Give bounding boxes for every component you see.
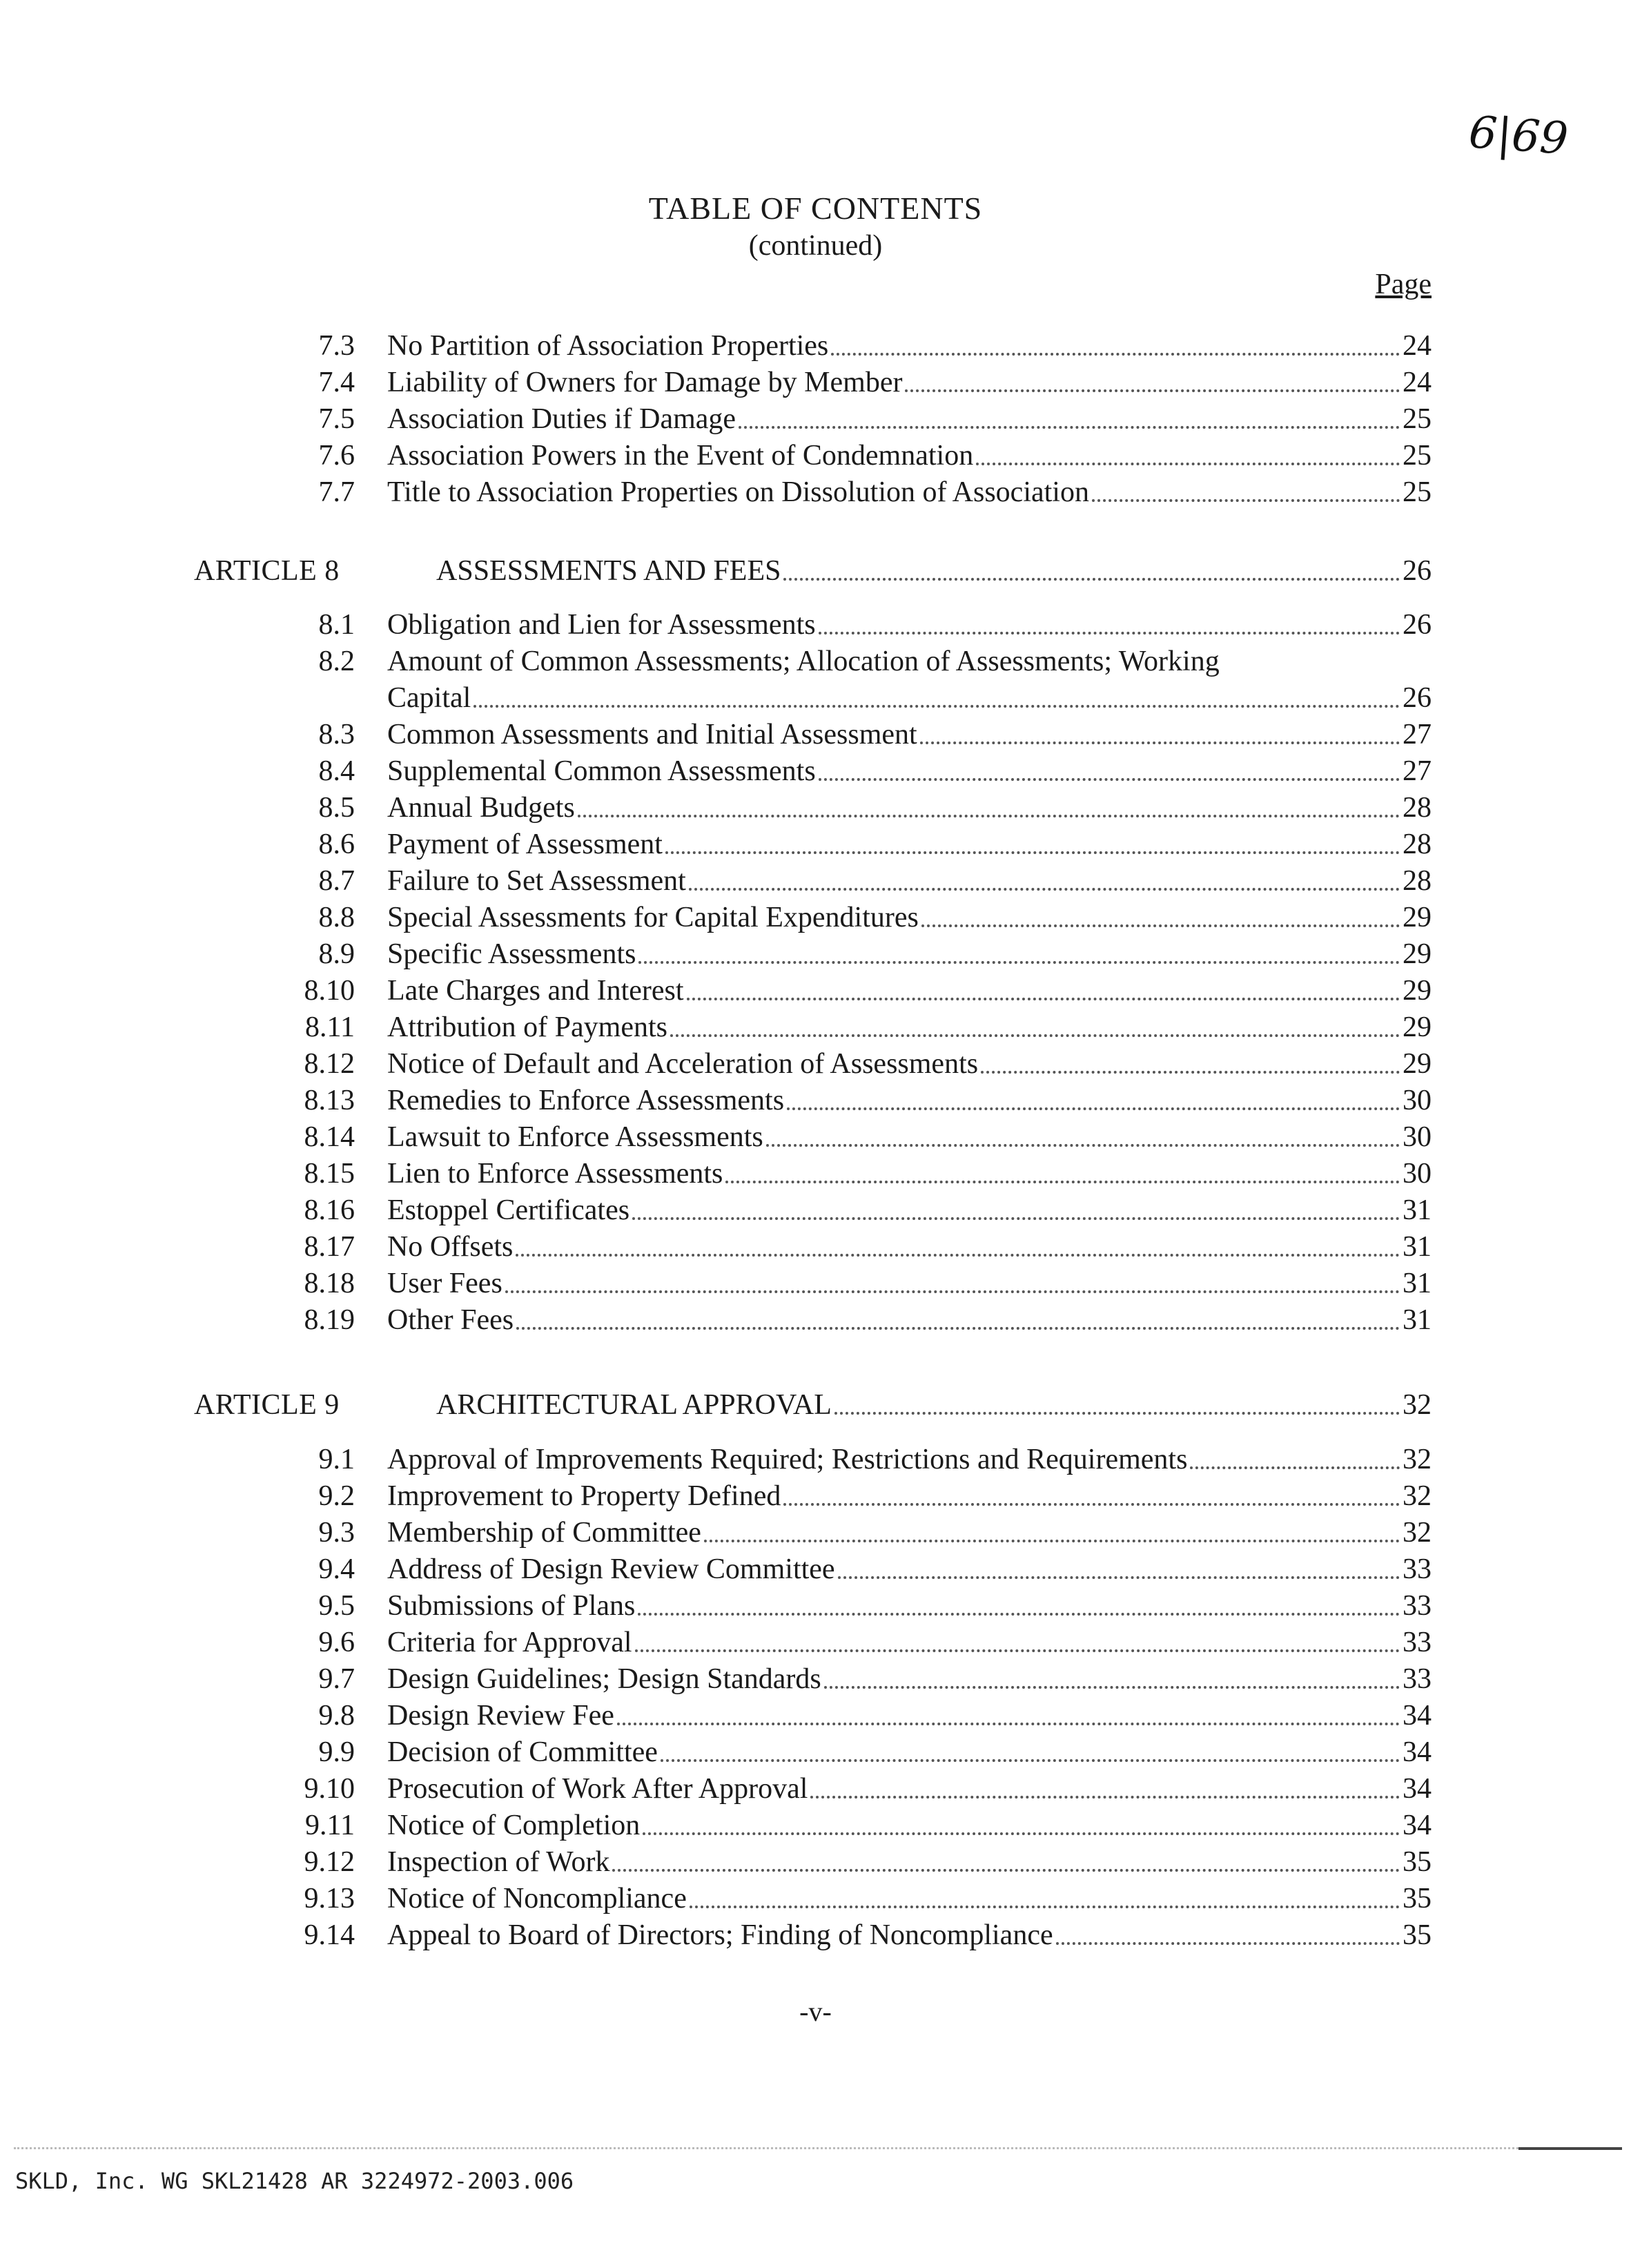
dot-leader xyxy=(473,705,1400,708)
dot-leader xyxy=(831,353,1400,356)
toc-entry xyxy=(0,1514,1631,1551)
section-page: 34 xyxy=(1403,1736,1432,1768)
section-page: 26 xyxy=(1403,682,1432,714)
section-number: 8.2 xyxy=(318,646,355,677)
section-title: Approval of Improvements Required; Restrictions and Requirements xyxy=(387,1444,1188,1475)
section-title: Other Fees xyxy=(387,1304,514,1336)
dot-leader xyxy=(638,961,1400,964)
toc-entry xyxy=(0,1697,1631,1734)
toc-entry-continued xyxy=(0,679,1631,717)
dot-leader xyxy=(516,1327,1400,1330)
section-title: Inspection of Work xyxy=(387,1846,610,1878)
toc-article-heading xyxy=(0,1386,1631,1424)
section-number: 8.7 xyxy=(318,865,355,897)
section-number: 8.11 xyxy=(305,1011,355,1043)
section-page: 25 xyxy=(1403,403,1432,435)
section-page: 34 xyxy=(1403,1773,1432,1805)
toc-entry xyxy=(0,327,1631,365)
toc-entry xyxy=(0,753,1631,790)
section-title: Improvement to Property Defined xyxy=(387,1480,781,1512)
section-number: 7.3 xyxy=(318,330,355,362)
section-title: Failure to Set Assessment xyxy=(387,865,686,897)
section-title: Annual Budgets xyxy=(387,792,575,824)
dot-leader xyxy=(665,851,1400,854)
section-page: 33 xyxy=(1403,1627,1432,1658)
section-page: 27 xyxy=(1403,719,1432,750)
section-page: 32 xyxy=(1403,1517,1432,1549)
section-number: 8.9 xyxy=(318,938,355,970)
dot-leader xyxy=(516,1254,1400,1257)
section-number: 8.1 xyxy=(318,609,355,641)
section-page: 29 xyxy=(1403,1048,1432,1080)
section-number: 8.15 xyxy=(304,1158,355,1190)
section-title: Title to Association Properties on Dissolution of Association xyxy=(387,476,1089,508)
section-title: Liability of Owners for Damage by Member xyxy=(387,367,903,398)
section-title: Submissions of Plans xyxy=(387,1590,636,1622)
section-number: 9.14 xyxy=(304,1919,355,1951)
toc-entry xyxy=(0,1155,1631,1192)
section-title: Supplemental Common Assessments xyxy=(387,755,816,787)
section-page: 35 xyxy=(1403,1919,1432,1951)
toc-entry xyxy=(0,1009,1631,1046)
section-number: 8.12 xyxy=(304,1048,355,1080)
section-page: 26 xyxy=(1403,609,1432,641)
dot-leader xyxy=(810,1796,1400,1799)
handwritten-page-note: 6|69 xyxy=(1467,107,1570,165)
toc-entry xyxy=(0,1228,1631,1266)
section-number: 9.4 xyxy=(318,1553,355,1585)
toc-entry xyxy=(0,789,1631,826)
section-page: 32 xyxy=(1403,1480,1432,1512)
section-page: 33 xyxy=(1403,1590,1432,1622)
section-page: 35 xyxy=(1403,1883,1432,1915)
section-title: Design Guidelines; Design Standards xyxy=(387,1663,821,1695)
section-page: 27 xyxy=(1403,755,1432,787)
section-title: Notice of Default and Acceleration of Assessments xyxy=(387,1048,979,1080)
dot-leader xyxy=(505,1290,1400,1293)
dot-leader xyxy=(690,1906,1400,1908)
scan-artifact-line xyxy=(14,2147,1617,2149)
toc-entry xyxy=(0,1301,1631,1339)
section-title: User Fees xyxy=(387,1268,502,1299)
section-page: 34 xyxy=(1403,1700,1432,1732)
dot-leader xyxy=(819,632,1400,634)
toc-entry xyxy=(0,1660,1631,1698)
toc-entry xyxy=(0,936,1631,973)
toc-entry xyxy=(0,1441,1631,1478)
dot-leader xyxy=(920,742,1400,744)
dot-leader xyxy=(704,1540,1400,1542)
section-page: 24 xyxy=(1403,330,1432,362)
section-number: 9.9 xyxy=(318,1736,355,1768)
section-title-line: Amount of Common Assessments; Allocation of Assessments; Working xyxy=(387,646,1220,677)
section-page: 32 xyxy=(1403,1444,1432,1475)
toc-entry xyxy=(0,972,1631,1009)
section-page: 24 xyxy=(1403,367,1432,398)
section-number: 9.8 xyxy=(318,1700,355,1732)
section-number: 8.13 xyxy=(304,1085,355,1116)
page-number: -v- xyxy=(799,1996,832,2027)
section-page: 28 xyxy=(1403,828,1432,860)
section-page: 29 xyxy=(1403,975,1432,1007)
dot-leader xyxy=(689,888,1400,891)
toc-entry xyxy=(0,1587,1631,1625)
toc-entry xyxy=(0,1807,1631,1844)
section-page: 34 xyxy=(1403,1810,1432,1841)
dot-leader xyxy=(643,1832,1400,1835)
section-number: 9.12 xyxy=(304,1846,355,1878)
section-title: Decision of Committee xyxy=(387,1736,658,1768)
section-title-line: Capital xyxy=(387,682,471,714)
section-title: Estoppel Certificates xyxy=(387,1194,630,1226)
section-number: 8.6 xyxy=(318,828,355,860)
article-title: ARCHITECTURAL APPROVAL xyxy=(436,1389,832,1421)
section-title: Membership of Committee xyxy=(387,1517,701,1549)
section-page: 30 xyxy=(1403,1158,1432,1190)
page-subtitle: (continued) xyxy=(748,230,883,262)
toc-entry xyxy=(0,1734,1631,1771)
section-page: 29 xyxy=(1403,902,1432,933)
section-number: 9.1 xyxy=(318,1444,355,1475)
dot-leader xyxy=(905,389,1400,392)
article-page: 26 xyxy=(1403,555,1432,587)
section-number: 9.2 xyxy=(318,1480,355,1512)
section-number: 9.10 xyxy=(304,1773,355,1805)
toc-entry xyxy=(0,364,1631,401)
section-title: Lien to Enforce Assessments xyxy=(387,1158,723,1190)
section-title: Obligation and Lien for Assessments xyxy=(387,609,816,641)
dot-leader xyxy=(612,1869,1400,1872)
article-title: ASSESSMENTS AND FEES xyxy=(436,555,781,587)
section-title: Address of Design Review Committee xyxy=(387,1553,835,1585)
section-page: 33 xyxy=(1403,1553,1432,1585)
section-title: Specific Assessments xyxy=(387,938,636,970)
section-number: 9.5 xyxy=(318,1590,355,1622)
section-page: 31 xyxy=(1403,1194,1432,1226)
section-title: Design Review Fee xyxy=(387,1700,614,1732)
toc-entry xyxy=(0,437,1631,474)
article-number: ARTICLE 8 xyxy=(194,555,340,587)
toc-entry xyxy=(0,826,1631,863)
section-page: 33 xyxy=(1403,1663,1432,1695)
dot-leader xyxy=(819,778,1400,781)
toc-entry xyxy=(0,474,1631,511)
section-title: No Offsets xyxy=(387,1231,514,1263)
dot-leader xyxy=(783,1503,1400,1506)
section-title: Appeal to Board of Directors; Finding of Noncompliance xyxy=(387,1919,1053,1951)
section-page: 28 xyxy=(1403,865,1432,897)
section-number: 9.6 xyxy=(318,1627,355,1658)
section-number: 8.14 xyxy=(304,1121,355,1153)
section-page: 30 xyxy=(1403,1085,1432,1116)
section-title: Prosecution of Work After Approval xyxy=(387,1773,808,1805)
dot-leader xyxy=(1056,1942,1400,1945)
toc-entry xyxy=(0,1551,1631,1588)
toc-entry xyxy=(0,606,1631,643)
toc-entry xyxy=(0,1843,1631,1881)
dot-leader xyxy=(635,1649,1400,1652)
section-number: 8.17 xyxy=(304,1231,355,1263)
section-number: 8.8 xyxy=(318,902,355,933)
dot-leader xyxy=(976,463,1400,465)
toc-entry xyxy=(0,643,1631,680)
section-title: No Partition of Association Properties xyxy=(387,330,829,362)
document-stamp: SKLD, Inc. WG SKL21428 AR 3224972-2003.006 xyxy=(15,2168,574,2194)
section-number: 8.19 xyxy=(304,1304,355,1336)
page-title: TABLE OF CONTENTS xyxy=(648,191,983,226)
dot-leader xyxy=(787,1107,1400,1110)
dot-leader xyxy=(834,1412,1400,1415)
article-number: ARTICLE 9 xyxy=(194,1389,340,1421)
section-title: Late Charges and Interest xyxy=(387,975,684,1007)
section-page: 31 xyxy=(1403,1268,1432,1299)
toc-entry xyxy=(0,1118,1631,1156)
section-title: Notice of Completion xyxy=(387,1810,641,1841)
dot-leader xyxy=(921,924,1400,927)
section-number: 9.7 xyxy=(318,1663,355,1695)
dot-leader xyxy=(632,1217,1400,1220)
section-title: Attribution of Payments xyxy=(387,1011,667,1043)
dot-leader xyxy=(981,1071,1400,1074)
section-page: 31 xyxy=(1403,1304,1432,1336)
dot-leader xyxy=(838,1576,1400,1579)
dot-leader xyxy=(783,578,1400,581)
toc-entry xyxy=(0,1192,1631,1229)
section-number: 8.16 xyxy=(304,1194,355,1226)
section-number: 9.11 xyxy=(305,1810,355,1841)
dot-leader xyxy=(824,1686,1400,1689)
section-title: Payment of Assessment xyxy=(387,828,663,860)
toc-entry xyxy=(0,899,1631,936)
dot-leader xyxy=(661,1759,1400,1762)
dot-leader xyxy=(725,1181,1400,1183)
section-page: 25 xyxy=(1403,476,1432,508)
toc-entry xyxy=(0,862,1631,900)
section-page: 25 xyxy=(1403,440,1432,472)
section-title: Common Assessments and Initial Assessment xyxy=(387,719,917,750)
dot-leader xyxy=(1092,499,1400,502)
toc-entry xyxy=(0,1045,1631,1083)
toc-entry xyxy=(0,400,1631,438)
section-number: 8.10 xyxy=(304,975,355,1007)
section-number: 7.6 xyxy=(318,440,355,472)
toc-entry xyxy=(0,716,1631,753)
toc-entry xyxy=(0,1477,1631,1515)
toc-entry xyxy=(0,1917,1631,1954)
dot-leader xyxy=(739,426,1400,429)
section-number: 8.18 xyxy=(304,1268,355,1299)
section-title: Criteria for Approval xyxy=(387,1627,632,1658)
dot-leader xyxy=(670,1034,1400,1037)
toc-entry xyxy=(0,1624,1631,1661)
section-page: 29 xyxy=(1403,1011,1432,1043)
dot-leader xyxy=(1190,1466,1400,1469)
section-title: Remedies to Enforce Assessments xyxy=(387,1085,785,1116)
section-page: 28 xyxy=(1403,792,1432,824)
section-number: 7.5 xyxy=(318,403,355,435)
section-number: 7.4 xyxy=(318,367,355,398)
section-title: Association Duties if Damage xyxy=(387,403,736,435)
section-number: 8.5 xyxy=(318,792,355,824)
scan-artifact-mark xyxy=(1518,2147,1622,2150)
section-page: 30 xyxy=(1403,1121,1432,1153)
section-number: 8.4 xyxy=(318,755,355,787)
dot-leader xyxy=(766,1144,1400,1147)
toc-entry xyxy=(0,1880,1631,1917)
toc-entry xyxy=(0,1770,1631,1807)
section-page: 31 xyxy=(1403,1231,1432,1263)
section-number: 9.13 xyxy=(304,1883,355,1915)
section-title: Lawsuit to Enforce Assessments xyxy=(387,1121,763,1153)
section-page: 29 xyxy=(1403,938,1432,970)
section-number: 9.3 xyxy=(318,1517,355,1549)
dot-leader xyxy=(638,1613,1400,1616)
section-title: Notice of Noncompliance xyxy=(387,1883,687,1915)
dot-leader xyxy=(578,815,1400,817)
dot-leader xyxy=(617,1723,1400,1725)
section-page: 35 xyxy=(1403,1846,1432,1878)
page-column-header: Page xyxy=(1375,269,1432,300)
section-title: Special Assessments for Capital Expenditures xyxy=(387,902,919,933)
article-page: 32 xyxy=(1403,1389,1432,1421)
toc-entry xyxy=(0,1082,1631,1119)
dot-leader xyxy=(687,998,1400,1000)
section-number: 7.7 xyxy=(318,476,355,508)
section-number: 8.3 xyxy=(318,719,355,750)
toc-article-heading xyxy=(0,552,1631,590)
toc-entry xyxy=(0,1265,1631,1302)
section-title: Association Powers in the Event of Condemnation xyxy=(387,440,974,472)
